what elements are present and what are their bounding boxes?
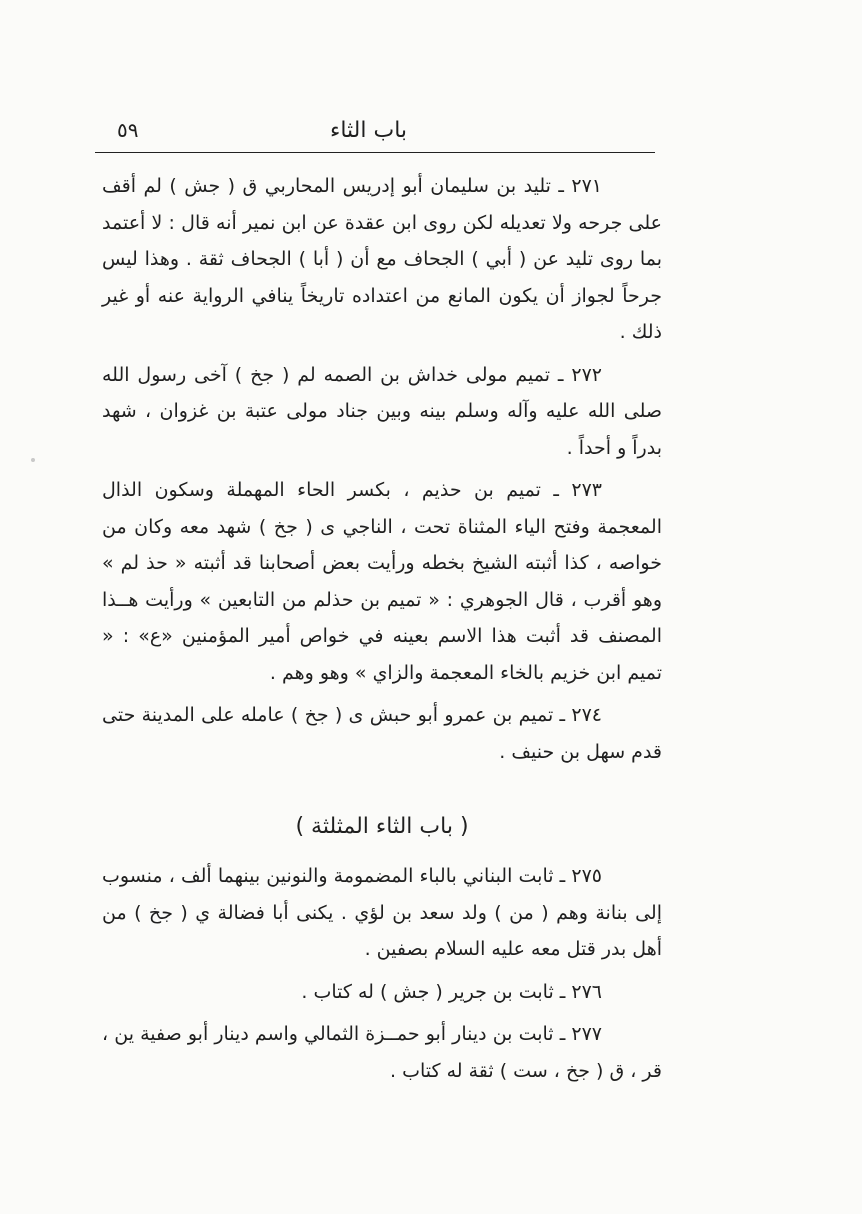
entry-273: ٢٧٣ ـ تميم بن حذيم ، بكسر الحاء المهملة وسكون الذال المعجمة وفتح الياء المثناة تحت ، الناجي ى ( جخ ) شهد معه وكان من خواصه ، كذا أثبته الشيخ بخطه ورأيت بعض أصحابنا قد أثبته « حذ لم » وهو أقرب ، قال الجوهري : « تميم بن حذلم من التابعين » ورأيت هــذا المصنف قد أثبت هذا الاسم بعينه في خواص أمير المؤمنين «ع» : « تميم ابن خزيم بالخاء المعجمة والزاي » وهو وهم . xyxy=(102,479,662,684)
page-body xyxy=(102,168,662,1089)
header-rule xyxy=(95,152,655,153)
margin-dot xyxy=(31,458,35,462)
page-number: ٥٩ xyxy=(117,118,139,142)
entry-275: ٢٧٥ ـ ثابت البناني بالباء المضمومة والنونين بينهما ألف ، منسوب إلى بنانة وهم ( من ) ولد سعد بن لؤي . يكنى أبا فضالة ي ( جخ ) من أهل بدر قتل معه عليه السلام بصفين . xyxy=(102,865,662,960)
page-header xyxy=(95,112,655,146)
entry-276: ٢٧٦ ـ ثابت بن جرير ( جش ) له كتاب . xyxy=(301,980,602,1003)
entry-277: ٢٧٧ ـ ثابت بن دينار أبو حمــزة الثمالي واسم دينار أبو صفية ين ، قر ، ق ( جخ ، ست ) ثقة له كتاب . xyxy=(102,1023,662,1082)
entry-274: ٢٧٤ ـ تميم بن عمرو أبو حبش ى ( جخ ) عامله على المدينة حتى قدم سهل بن حنيف . xyxy=(102,704,662,763)
entry-271: ٢٧١ ـ تليد بن سليمان أبو إدريس المحاربي ق ( جش ) لم أقف على جرحه ولا تعديله لكن روى ابن عقدة عن ابن نمير أنه قال : لا أعتمد بما روى تليد عن ( أبي ) الجحاف مع أن ( أبا ) الجحاف ثقة . وهذا ليس جرحاً لجواز أن يكون المانع من اعتداده تاريخاً ينافي الرواية عنه أو غير ذلك . xyxy=(102,175,662,343)
entry-272: ٢٧٢ ـ تميم مولى خداش بن الصمه لم ( جخ ) آخى رسول الله صلى الله عليه وآله وسلم بينه وبين جناد مولى عتبة بن غزوان ، شهد بدراً و أحداً . xyxy=(102,363,662,459)
section-heading: ( باب الثاء المثلثة ) xyxy=(295,814,469,839)
running-head: باب الثاء xyxy=(330,118,408,143)
